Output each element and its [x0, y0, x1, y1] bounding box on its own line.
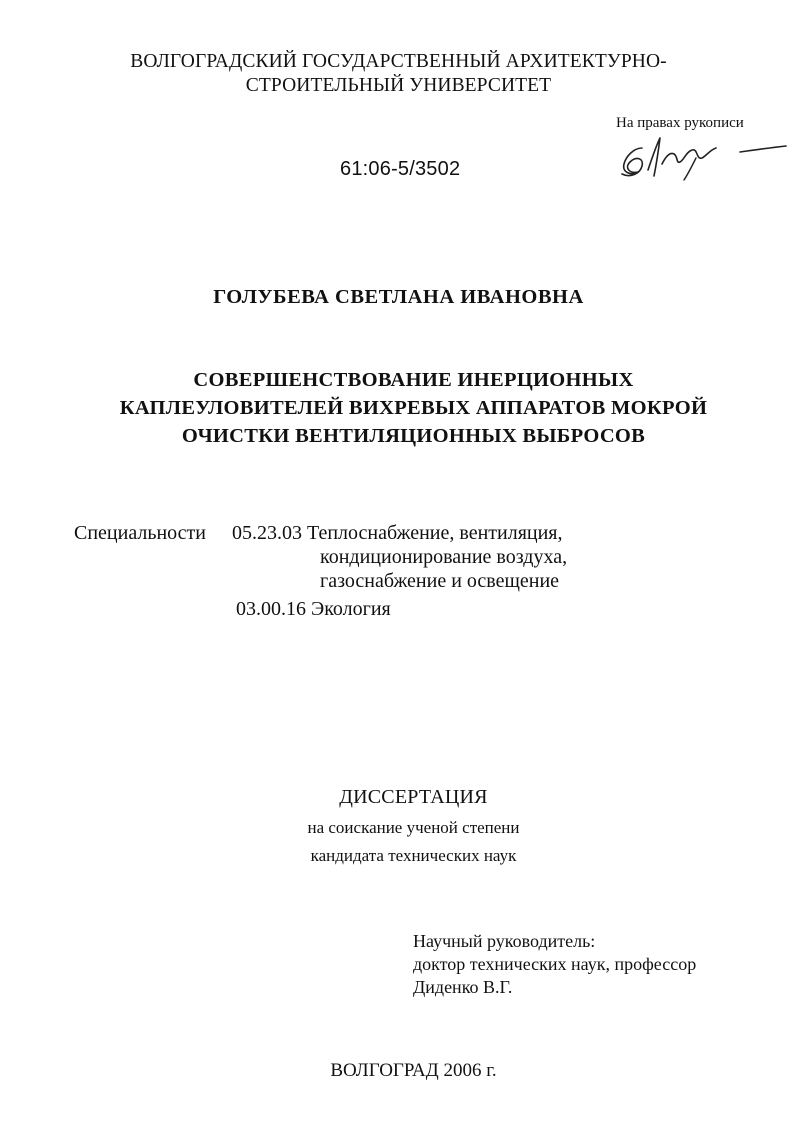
dissertation-heading: ДИССЕРТАЦИЯ: [339, 786, 488, 808]
specialty-line2: кондиционирование воздуха,: [320, 546, 568, 568]
advisor-name: Диденко В.Г.: [413, 977, 513, 997]
specialties-label: Специальности: [74, 522, 207, 544]
dissertation-title-line3: ОЧИСТКИ ВЕНТИЛЯЦИОННЫХ ВЫБРОСОВ: [181, 425, 646, 447]
specialty-line1: 05.23.03 Теплоснабжение, вентиляция,: [232, 522, 563, 544]
catalog-code: 61:06-5/3502: [340, 158, 461, 180]
degree-line1: на соискание ученой степени: [307, 818, 520, 837]
degree-line2: кандидата технических наук: [310, 846, 517, 865]
dissertation-title-line1: СОВЕРШЕНСТВОВАНИЕ ИНЕРЦИОННЫХ: [193, 369, 634, 391]
dissertation-title-line2: КАПЛЕУЛОВИТЕЛЕЙ ВИХРЕВЫХ АППАРАТОВ МОКРОЙ: [119, 397, 708, 419]
advisor-label: Научный руководитель:: [413, 931, 596, 951]
university-name-line2: СТРОИТЕЛЬНЫЙ УНИВЕРСИТЕТ: [245, 75, 552, 96]
manuscript-rights-note: На правах рукописи: [616, 115, 744, 131]
handwritten-signature: [600, 128, 790, 188]
university-name-line1: ВОЛГОГРАДСКИЙ ГОСУДАРСТВЕННЫЙ АРХИТЕКТУРНО-: [130, 51, 667, 72]
advisor-rank: доктор технических наук, профессор: [413, 954, 697, 974]
specialty-line3: газоснабжение и освещение: [320, 570, 560, 592]
city-year: ВОЛГОГРАД 2006 г.: [330, 1060, 497, 1081]
author-name: ГОЛУБЕВА СВЕТЛАНА ИВАНОВНА: [213, 286, 584, 308]
specialty-line4: 03.00.16 Экология: [236, 598, 391, 620]
